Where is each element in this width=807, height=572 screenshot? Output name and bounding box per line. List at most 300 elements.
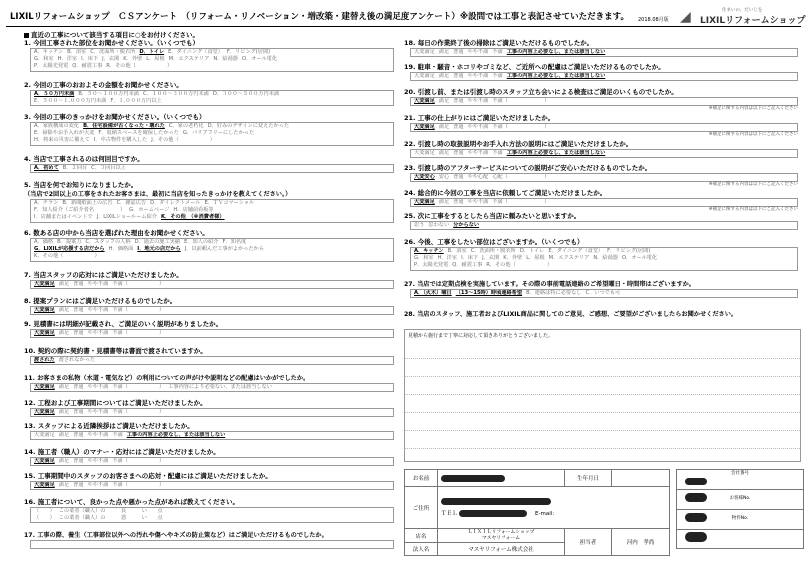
option-row xyxy=(34,384,390,391)
answer-option[interactable]: R．その他（ ） xyxy=(486,262,553,269)
answer-option[interactable]: 工事の内容上必要なし、または該当しない xyxy=(126,432,226,438)
answer-option[interactable]: 満足 xyxy=(438,49,450,55)
answer-option[interactable]: この業者（職人）の 良 い 点 xyxy=(58,508,163,514)
answer-option[interactable]: 満足 xyxy=(58,409,70,415)
answer-option[interactable]: C．いつでも可 xyxy=(585,290,621,296)
option-row xyxy=(34,541,390,548)
question-28 xyxy=(404,310,798,319)
answer-option[interactable]: やや不満 xyxy=(87,384,109,390)
answer-option[interactable]: K．その他 （※消費者様） xyxy=(161,214,225,221)
question-11 xyxy=(24,374,394,392)
answer-option[interactable]: B．連絡は特に必要なし xyxy=(526,290,582,296)
answer-option[interactable]: 普通 xyxy=(453,150,464,156)
answer-option[interactable]: C．洗面所・脱衣所 xyxy=(90,49,136,55)
option-row xyxy=(34,98,390,105)
question-20 xyxy=(404,88,798,112)
answer-option[interactable]: 満足 xyxy=(58,307,70,313)
answer-options xyxy=(410,198,798,207)
answer-option[interactable]: 不満 xyxy=(492,49,503,55)
answer-option[interactable]: 大変満足 xyxy=(414,150,435,156)
answer-options xyxy=(30,408,394,417)
answer-option[interactable]: 心配（ ） xyxy=(492,174,550,180)
answer-option[interactable]: 不満（ ） xyxy=(112,482,165,488)
answer-option[interactable]: やや不満 xyxy=(467,98,489,104)
answer-options xyxy=(30,164,394,173)
answer-option[interactable]: F．知名度 xyxy=(222,239,247,245)
answer-option[interactable]: 普通 xyxy=(453,98,464,104)
answer-option[interactable]: O．オール電化 xyxy=(241,56,278,63)
answer-option[interactable]: C．３回目以上 xyxy=(91,165,126,171)
answer-options xyxy=(30,48,394,72)
supplement-note: ※補足に関する内容は以下にご記入ください xyxy=(708,132,798,138)
corp-name: マスヤリフォーム株式会社 xyxy=(438,543,565,556)
answer-option[interactable]: J．玄関 xyxy=(482,255,500,262)
answer-option[interactable]: E．ＴＶコマーシャル xyxy=(204,200,255,206)
answer-option[interactable]: J．玄関 xyxy=(102,56,120,63)
question-21 xyxy=(404,114,798,138)
answer-options xyxy=(30,122,394,146)
answer-option[interactable]: C．洗面所・脱衣所 xyxy=(470,248,516,254)
answer-option[interactable]: 思わない xyxy=(428,222,450,228)
answer-options xyxy=(410,289,798,298)
question-2 xyxy=(24,81,394,106)
answer-options xyxy=(410,48,798,57)
answer-option[interactable]: この業者（職人）の 悪 い 点 xyxy=(58,515,163,522)
answer-option[interactable]: B．住宅設備が古くなった・壊れた xyxy=(83,123,165,129)
question-title: 24. 総合的に今回の工事を当店に依頼してご満足いただけましたか。 xyxy=(404,189,607,197)
answer-option[interactable]: F．１,０００万円以上 xyxy=(110,98,162,105)
answer-option[interactable]: D．トイレ xyxy=(139,49,165,55)
answer-option[interactable]: K．外壁 xyxy=(503,255,523,262)
question-title: 5. 当店を何でお知りになりましたか。 xyxy=(24,181,138,189)
store-name: ＬＩＸＩＬリフォームショップ マスヤリフォーム xyxy=(438,529,565,543)
answer-option[interactable]: 大変満足 xyxy=(34,307,55,313)
answer-option[interactable]: O．オール電化 xyxy=(621,255,658,262)
option-row xyxy=(34,165,390,172)
answer-option[interactable]: I．床下 xyxy=(461,255,479,262)
question-24 xyxy=(404,189,798,213)
answer-option[interactable]: 満足 xyxy=(438,150,450,156)
answer-option[interactable]: 普通 xyxy=(73,482,84,488)
intro-text: 直近の工事について該当する項目に○をお付けください。 xyxy=(24,30,199,39)
customer-info-table xyxy=(404,469,670,556)
answer-option[interactable]: A．家族構成の変化 xyxy=(34,123,80,129)
answer-option[interactable]: P．太陽光発電 xyxy=(414,262,449,269)
form-date: 2018.08月版 xyxy=(638,17,669,23)
answer-option[interactable]: B．浴室 xyxy=(67,49,87,55)
answer-options xyxy=(410,149,798,158)
question-26 xyxy=(404,238,798,271)
question-title: 10. 契約の際に契約書・見積書等は書面で渡されていますか。 xyxy=(24,347,207,355)
question-1 xyxy=(24,39,394,72)
answer-option[interactable]: 大変満足 xyxy=(34,384,55,390)
answer-option[interactable]: D．トイレ xyxy=(519,248,545,254)
answer-option[interactable]: C．家の老朽化 xyxy=(168,123,204,129)
answer-option[interactable]: 工事の内容上必要なし、または該当しない xyxy=(506,73,606,79)
question-title: 17. 工事の際、養生（工事部位以外への汚れや傷へやキズの防止策など）はご満足いただけるものでしたか。 xyxy=(24,532,328,539)
answer-option[interactable]: 不満（ ） xyxy=(112,281,165,287)
answer-option[interactable]: B．提案力 xyxy=(57,239,82,245)
answer-option[interactable]: 大変満足 xyxy=(34,281,55,287)
answer-option[interactable]: 普通 xyxy=(73,432,84,438)
answer-option[interactable]: やや不満 xyxy=(467,49,489,55)
email-label: E-mail： xyxy=(535,511,558,517)
answer-option[interactable]: やや不満 xyxy=(87,307,109,313)
question-19 xyxy=(404,63,798,81)
supplement-note: ※補足に関する内容は以下にご記入ください xyxy=(708,182,798,188)
question-3 xyxy=(24,113,394,146)
answer-options xyxy=(30,540,394,549)
answer-option[interactable]: 大変満足 xyxy=(414,98,435,104)
question-title: 26. 今後、工事をしたい部位はございますか。（いくつでも） xyxy=(404,238,584,246)
answer-option[interactable]: 満足 xyxy=(438,98,450,104)
answer-option[interactable]: G．和室 xyxy=(414,255,434,262)
answer-option[interactable]: H．将来の災害に備えて xyxy=(34,137,90,144)
answer-option[interactable]: 渡されなかった xyxy=(58,357,96,363)
answer-option[interactable]: 満足 xyxy=(438,73,450,79)
answer-option[interactable]: G．LIXILが応援する店だから xyxy=(34,246,105,253)
answer-option[interactable]: D．３００～５００万円未満 xyxy=(212,91,280,97)
answer-option[interactable]: N．給湯器 xyxy=(593,255,618,262)
lixil-logo xyxy=(678,6,806,26)
staff-label: 担当者 xyxy=(565,529,612,556)
answer-option[interactable]: 大変安心 xyxy=(414,174,435,180)
answer-options xyxy=(30,383,394,392)
address-label: ご住所 xyxy=(405,487,438,529)
answer-option[interactable]: C．雑誌広告 xyxy=(116,200,147,206)
option-row xyxy=(34,482,390,489)
answer-option[interactable]: やや不満 xyxy=(467,73,489,79)
birth-label: 生年月日 xyxy=(565,470,612,487)
option-row xyxy=(34,137,390,144)
answer-option[interactable]: K．外壁 xyxy=(123,56,143,63)
answer-option[interactable]: G．和室 xyxy=(34,56,54,63)
answer-options xyxy=(410,173,798,182)
answer-option[interactable]: I．中古物件を購入した xyxy=(93,137,148,144)
answer-option[interactable]: Q．耐震工事 xyxy=(72,63,103,70)
answer-option[interactable]: 大変満足 xyxy=(34,482,55,488)
store-label: 店名 xyxy=(405,529,438,543)
question-title: 6. 数ある店の中から当店を選ばれた理由をお聞かせください。 xyxy=(24,229,209,237)
question-title: 1. 今回工事された部位をお聞かせください。（いくつでも） xyxy=(24,39,200,47)
question-7 xyxy=(24,271,394,289)
answer-option[interactable]: L．屋根 xyxy=(146,56,165,63)
answer-option[interactable]: やや不満 xyxy=(467,199,489,205)
answer-option[interactable]: P．太陽光発電 xyxy=(34,63,69,70)
question-9 xyxy=(24,320,394,338)
name-label: お名前 xyxy=(405,470,438,487)
question-4 xyxy=(24,155,394,173)
answer-option[interactable]: やや不満 xyxy=(467,150,489,156)
answer-option[interactable]: N．給湯器 xyxy=(213,56,238,63)
corp-label: 法人名 xyxy=(405,543,438,556)
answer-option[interactable]: 普通 xyxy=(73,458,84,464)
option-row xyxy=(34,214,390,221)
question-title: 16. 施工者について、良かった点や悪かった点があれば教えてください。 xyxy=(24,498,240,506)
answer-option[interactable]: M．エクステリア xyxy=(168,56,210,63)
answer-option[interactable]: K．その他（ ） xyxy=(34,253,100,260)
answer-option[interactable]: J．その他（ ） xyxy=(151,137,215,144)
answer-option[interactable]: 普通 xyxy=(73,330,84,336)
question-8 xyxy=(24,297,394,315)
answer-option[interactable]: やや不満 xyxy=(87,482,109,488)
answer-option[interactable]: F．リビング(居間) xyxy=(607,248,651,254)
answer-option[interactable]: 普通 xyxy=(73,409,84,415)
answer-options xyxy=(30,280,394,289)
answer-option[interactable]: 大変満足 xyxy=(414,73,435,79)
redacted-name xyxy=(441,475,505,482)
answer-option[interactable]: A．価格 xyxy=(34,239,54,245)
answer-option[interactable]: 大変満足 xyxy=(414,49,435,55)
answer-option[interactable]: F．収納スペースを確保したかった xyxy=(98,130,179,137)
redacted-address xyxy=(441,498,551,505)
answer-option[interactable]: 工事の内容上必要なし、または該当しない xyxy=(506,49,606,55)
answer-option[interactable]: G．ホームページ xyxy=(129,207,170,214)
question-title: 15. 工事期間中のスタッフのお客さまへの応対・配慮にはご満足いただけましたか。 xyxy=(24,472,272,480)
answer-options xyxy=(30,356,394,365)
answer-option[interactable]: 不満（ ） xyxy=(492,124,550,130)
extra-cell[interactable] xyxy=(677,530,803,547)
answer-option[interactable]: A．（火木）曜日 xyxy=(414,290,452,296)
question-title: 20. 引渡し前、または引渡し時のスタッフ立ち会いによる検査はご満足のいくものでしたか。 xyxy=(404,88,678,96)
option-row xyxy=(414,290,794,297)
answer-option[interactable]: 普通 xyxy=(453,124,464,130)
question-5 xyxy=(24,181,394,223)
answer-option[interactable]: 不満（ ） xyxy=(112,458,165,464)
answer-options xyxy=(30,457,394,466)
page-title: LIXILリフォームショップ ＣＳアンケート （リフォーム・リノベーション・増改築・建替え後の満足度アンケート）※設問では工事と表記させていただきます。 xyxy=(10,12,629,22)
answer-option[interactable]: （ ） xyxy=(34,515,55,522)
answer-option[interactable]: E．５００～１,０００万円未満 xyxy=(34,98,107,105)
logo-tagline: 住まいの、だいじを xyxy=(722,8,763,13)
answer-option[interactable]: H．価格面 xyxy=(108,246,134,253)
answer-option[interactable]: 不満（ ） xyxy=(492,98,550,104)
staff-name: 河内 孝尚 xyxy=(612,529,670,556)
answer-option[interactable]: やや不満 xyxy=(87,432,109,438)
option-row xyxy=(34,515,390,522)
redacted-tel xyxy=(459,510,527,517)
answer-option[interactable]: 大変満足 xyxy=(34,432,55,438)
answer-option[interactable]: L．屋根 xyxy=(526,255,545,262)
answer-option[interactable]: J．以前頼んだ工事がよかったから xyxy=(184,246,265,253)
option-row xyxy=(414,150,794,157)
answer-option[interactable]: B．新聞紙面上の広告 xyxy=(62,200,113,206)
answer-option[interactable]: 渡された xyxy=(34,357,55,363)
answer-option[interactable]: 不満（ ） xyxy=(492,199,550,205)
option-row xyxy=(414,262,794,269)
answer-option[interactable]: 不満（ ） xyxy=(112,307,165,313)
answer-option[interactable]: 工事の内容上必要なし、または該当しない xyxy=(506,150,606,156)
logo-name: LIXILリフォームショップ xyxy=(700,16,806,26)
office-use-box xyxy=(676,469,804,549)
answer-option[interactable]: A．キッチン xyxy=(414,248,444,254)
answer-option[interactable]: I．床下 xyxy=(81,56,99,63)
answer-option[interactable]: 満足 xyxy=(58,432,70,438)
answer-option[interactable]: 満足 xyxy=(58,482,70,488)
answer-option[interactable]: I．地元の店だから xyxy=(137,246,181,253)
answer-options xyxy=(30,329,394,338)
answer-option[interactable]: 不満 xyxy=(112,432,123,438)
option-row xyxy=(34,307,390,314)
birth-field[interactable] xyxy=(612,470,670,487)
question-title: 3. 今回の工事のきっかけをお聞かせください。（いくつでも） xyxy=(24,113,206,121)
option-row xyxy=(414,174,794,181)
option-row xyxy=(414,49,794,56)
question-title: 25. 次に工事をするとしたら当店に頼みたいと思いますか。 xyxy=(404,212,581,220)
answer-option[interactable]: 大変満足 xyxy=(34,330,55,336)
question-16 xyxy=(24,498,394,523)
answer-option[interactable]: C．スタッフの人柄 xyxy=(85,239,131,245)
answer-options xyxy=(30,481,394,490)
question-25 xyxy=(404,212,798,230)
question-title: 19. 駐車・騒音・ホコリやゴミなど、ご近所への配慮はご満足いただけるものでしたか。 xyxy=(404,63,665,71)
question-15 xyxy=(24,472,394,490)
answer-option[interactable]: A．初めて xyxy=(34,165,59,171)
answer-option[interactable]: やや不満 xyxy=(87,330,109,336)
answer-option[interactable]: 満足 xyxy=(58,384,70,390)
question-22 xyxy=(404,140,798,158)
answer-option[interactable]: 満足 xyxy=(58,281,70,287)
answer-option[interactable]: F．リビング(居間) xyxy=(226,49,271,55)
answer-option[interactable]: E．掃除やお手入れが大変 xyxy=(34,130,95,137)
question-title: 18. 毎日の作業終了後の掃除はご満足いただけるものでしたか。 xyxy=(404,39,594,47)
answer-options xyxy=(410,97,798,106)
question-title: 2. 今回の工事のおおよその金額をお聞かせください。 xyxy=(24,81,183,89)
answer-option[interactable]: D．ダイレクトメール xyxy=(150,200,201,206)
answer-option[interactable]: 普通 xyxy=(73,281,84,287)
answer-option[interactable]: A．キッチン xyxy=(34,49,64,55)
answer-options xyxy=(30,431,394,440)
address-field[interactable] xyxy=(438,487,670,529)
question-title: 13. スタッフによる近隣挨拶はご満足いただけましたか。 xyxy=(24,422,194,430)
answer-option[interactable]: 満足 xyxy=(438,124,450,130)
answer-option[interactable]: D．過去の施工実績 xyxy=(134,239,181,245)
question-title: 14. 施工者（職人）のマナー・応対にはご満足いただけましたか。 xyxy=(24,448,220,456)
answer-option[interactable]: 工事内容により必要ない、または該当しない xyxy=(168,384,272,390)
feedback-box[interactable] xyxy=(404,329,801,462)
answer-option[interactable]: H．洋室 xyxy=(57,56,78,63)
question-title: 4. 当店で工事されるのは何回目ですか。 xyxy=(24,155,144,163)
name-field[interactable] xyxy=(438,470,565,487)
answer-option[interactable]: 安心 xyxy=(438,174,450,180)
question-title: 9. 見積書には明細が記載され、ご満足のいく説明がありましたか。 xyxy=(24,320,223,328)
answer-option[interactable]: 普通 xyxy=(453,73,464,79)
answer-option[interactable]: 不満 xyxy=(492,73,503,79)
answer-option[interactable]: 不満（ ） xyxy=(112,409,165,415)
option-row xyxy=(414,73,794,80)
answer-option[interactable]: G．バリアフリーにしたかった xyxy=(182,130,255,137)
logo-swoosh-icon: ◢ xyxy=(680,9,691,25)
question-12 xyxy=(24,399,394,417)
answer-option[interactable]: A．チラシ xyxy=(34,200,59,206)
answer-option[interactable]: B．５０～１００万円未満 xyxy=(78,91,139,97)
answer-option[interactable]: やや心配 xyxy=(467,174,489,180)
answer-option[interactable]: （13～15時）時頃連絡希望 xyxy=(455,290,523,296)
answer-option[interactable]: B．浴室 xyxy=(447,248,467,254)
answer-option[interactable]: やや不満 xyxy=(467,124,489,130)
answer-option[interactable]: 大変満足 xyxy=(414,199,435,205)
answer-option[interactable]: （ ） xyxy=(34,508,55,514)
answer-options xyxy=(30,306,394,315)
answer-options xyxy=(410,123,798,132)
feedback-text: 見積から施行まで丁寧に対応して頂きありがとうございました。 xyxy=(408,333,554,339)
question-title: 21. 工事の仕上がりにはご満足いただけましたか。 xyxy=(404,114,555,122)
question-13 xyxy=(24,422,394,440)
option-row xyxy=(34,63,390,70)
option-row xyxy=(414,222,794,229)
answer-options xyxy=(410,221,798,230)
property-number-cell[interactable]: 物件No. xyxy=(677,510,803,530)
answer-option[interactable]: 大変満足 xyxy=(34,409,55,415)
answer-option[interactable]: 不満（ ） xyxy=(112,330,165,336)
answer-option[interactable]: 大変満足 xyxy=(34,458,55,464)
answer-option[interactable]: B．２回目 xyxy=(62,165,88,171)
answer-option[interactable]: Q．耐震工事 xyxy=(452,262,483,269)
answer-option[interactable]: E．ダイニング（食堂） xyxy=(548,248,604,254)
answer-option[interactable]: 不満 xyxy=(492,150,503,156)
square-bullet-icon xyxy=(24,33,29,38)
answer-options xyxy=(30,199,394,223)
option-row xyxy=(34,409,390,416)
tel-label: ＴＥＬ xyxy=(441,511,458,517)
answer-option[interactable]: やや不満 xyxy=(87,281,109,287)
answer-option[interactable]: R．その他（ ） xyxy=(106,63,173,70)
question-title: 22. 引渡し時の取扱説明やお手入れ方法の説明にはご満足いただけましたか。 xyxy=(404,140,633,148)
answer-option[interactable]: I．店舗またはイベントで xyxy=(34,214,93,221)
answer-option[interactable]: 満足 xyxy=(58,330,70,336)
answer-option[interactable]: やや不満 xyxy=(87,458,109,464)
answer-options xyxy=(30,238,394,262)
answer-option[interactable]: やや不満 xyxy=(87,409,109,415)
answer-option[interactable]: 満足 xyxy=(438,199,450,205)
answer-option[interactable]: 普通 xyxy=(453,174,464,180)
answer-option[interactable]: 大変満足 xyxy=(414,124,435,130)
customer-number-cell[interactable]: お客様No. xyxy=(677,490,803,510)
question-title: 27. 当店では定期点検を実施しています。その際の事前電話連絡のご希望曜日・時間帯はございますか。 xyxy=(404,281,696,288)
answer-option[interactable]: F．知人紹介（ご紹介者名 ） xyxy=(34,207,126,214)
option-row xyxy=(414,98,794,105)
question-title: 8. 提案プランにはご満足いただけるものでしたか。 xyxy=(24,297,177,305)
answer-option[interactable]: 普通 xyxy=(453,49,464,55)
question-subtitle: （当店で2回以上の工事をされたお客さまは、最初に当店を知ったきっかけを教えてください。） xyxy=(24,191,292,198)
answer-option[interactable]: 普通 xyxy=(73,384,84,390)
answer-option[interactable]: H．店舗前看板等 xyxy=(173,207,214,214)
answer-option[interactable]: H．洋室 xyxy=(437,255,458,262)
question-17 xyxy=(24,531,394,549)
company-number-cell[interactable]: 会社番号 xyxy=(677,470,803,490)
answer-option[interactable]: 思う xyxy=(414,222,425,228)
answer-options xyxy=(30,90,394,106)
answer-option[interactable]: M．エクステリア xyxy=(548,255,590,262)
answer-option[interactable]: 不満（ ） xyxy=(112,384,165,390)
answer-options xyxy=(410,247,798,271)
answer-option[interactable]: D．好みのデザインに変えたかった xyxy=(207,123,290,129)
answer-option[interactable]: 分からない xyxy=(453,222,480,228)
question-title: 11. お客さまの私物（水道・電気など）の利用についての声がけや説明などの配慮はいかがでしたか。 xyxy=(24,375,310,382)
answer-option[interactable]: 満足 xyxy=(58,458,70,464)
question-title: 12. 工程および工事期間についてはご満足いただけましたか。 xyxy=(24,399,207,407)
answer-option[interactable]: A．５０万円未満 xyxy=(34,91,75,97)
answer-option[interactable]: J．LIXILショールーム紹介 xyxy=(96,214,157,221)
answer-option[interactable]: 普通 xyxy=(453,199,464,205)
question-27 xyxy=(404,280,798,298)
answer-option[interactable]: 普通 xyxy=(73,307,84,313)
answer-option[interactable]: C．１００～３００万円未満 xyxy=(142,91,209,97)
answer-option[interactable]: E．知人の紹介 xyxy=(184,239,219,245)
answer-option[interactable]: E．ダイニング（食堂） xyxy=(168,49,223,55)
option-row xyxy=(34,458,390,465)
answer-options xyxy=(410,72,798,81)
